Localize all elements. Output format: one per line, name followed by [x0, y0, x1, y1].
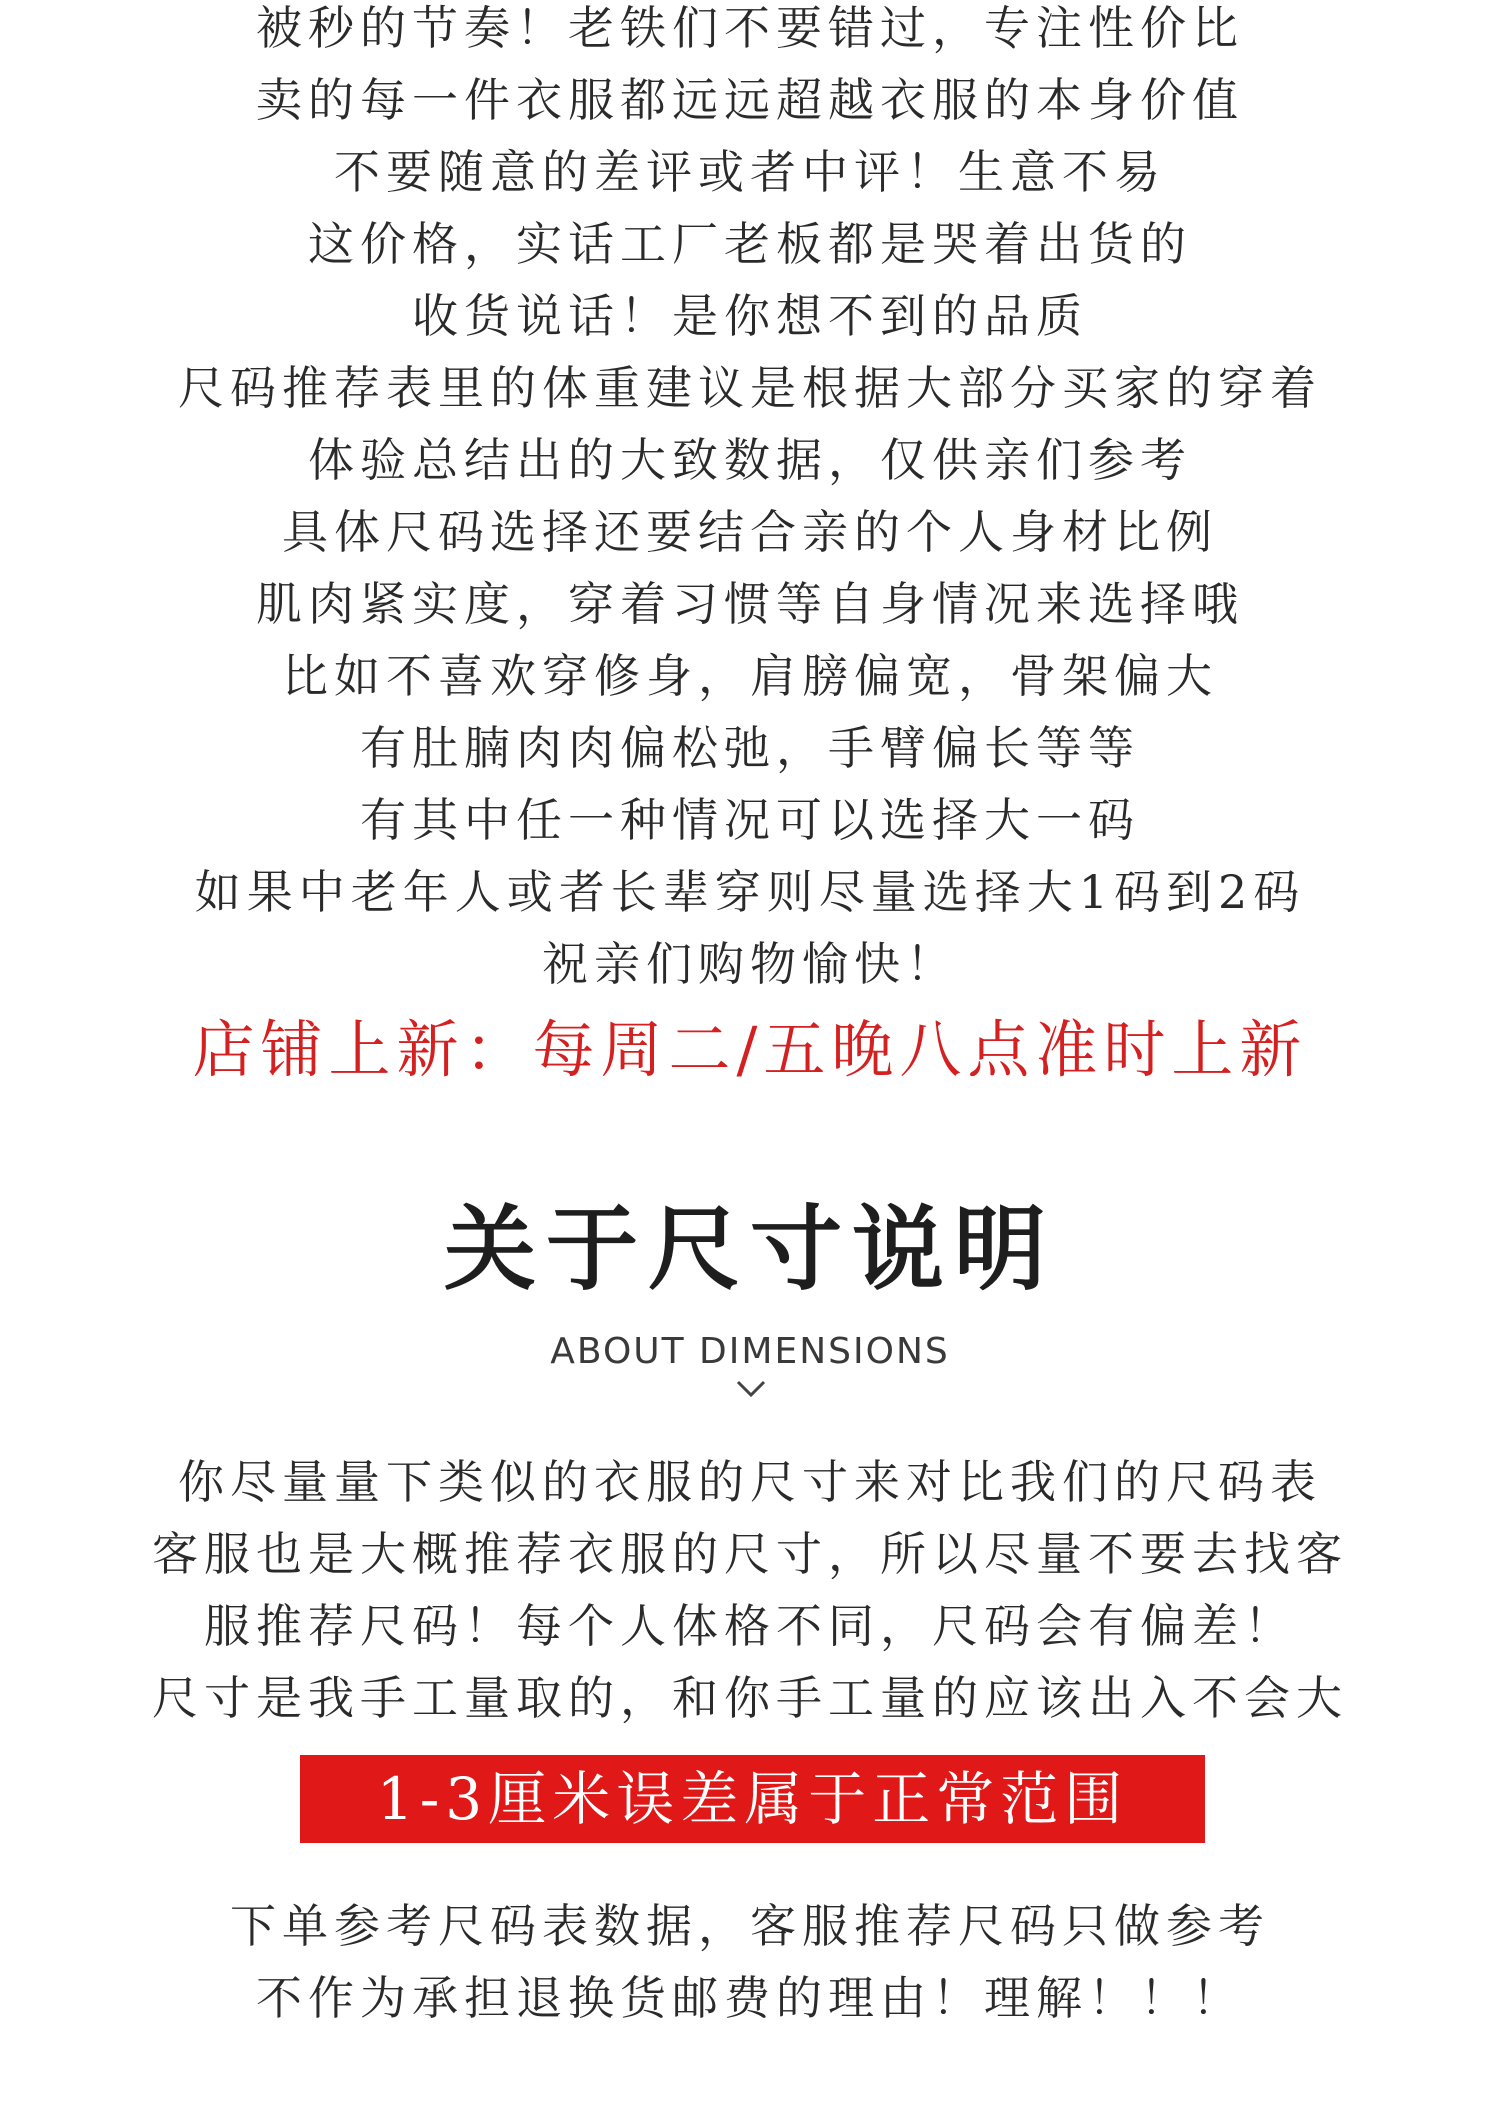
- note-line-1: 下单参考尺码表数据，客服推荐尺码只做参考: [230, 1899, 1270, 1953]
- intro-line-3: 不要随意的差评或者中评！生意不易: [334, 145, 1166, 199]
- intro-line-13: 如果中老年人或者长辈穿则尽量选择大1码到2码: [194, 865, 1306, 919]
- new-arrival-announcement: 店铺上新：每周二/五晚八点准时上新: [192, 1013, 1308, 1086]
- size-line-1: 你尽量量下类似的衣服的尺寸来对比我们的尺码表: [178, 1455, 1322, 1509]
- intro-line-12: 有其中任一种情况可以选择大一码: [360, 793, 1140, 847]
- intro-line-10: 比如不喜欢穿修身，肩膀偏宽，骨架偏大: [282, 649, 1218, 703]
- order-note-block: [0, 1890, 1500, 2034]
- intro-line-14: 祝亲们购物愉快！: [542, 937, 958, 991]
- size-line-3: 服推荐尺码！每个人体格不同，尺码会有偏差！: [204, 1599, 1296, 1653]
- intro-line-5: 收货说话！是你想不到的品质: [412, 289, 1088, 343]
- section-subtitle: ABOUT DIMENSIONS: [550, 1331, 950, 1372]
- section-title: 关于尺寸说明: [443, 1196, 1056, 1303]
- intro-line-7: 体验总结出的大致数据，仅供亲们参考: [308, 433, 1192, 487]
- intro-line-9: 肌肉紧实度，穿着习惯等自身情况来选择哦: [256, 577, 1244, 631]
- chevron-down-icon: [735, 1378, 767, 1400]
- tolerance-banner: 1-3厘米误差属于正常范围: [300, 1755, 1205, 1843]
- size-explanation-block: [0, 1446, 1500, 1734]
- intro-line-8: 具体尺码选择还要结合亲的个人身材比例: [282, 505, 1218, 559]
- intro-line-2: 卖的每一件衣服都远远超越衣服的本身价值: [256, 73, 1244, 127]
- note-line-2: 不作为承担退换货邮费的理由！理解！！！: [256, 1971, 1244, 2025]
- size-line-4: 尺寸是我手工量取的，和你手工量的应该出入不会大: [152, 1671, 1348, 1725]
- intro-line-1: 被秒的节奏！老铁们不要错过，专注性价比: [256, 1, 1244, 55]
- intro-line-6: 尺码推荐表里的体重建议是根据大部分买家的穿着: [178, 361, 1322, 415]
- intro-text-block: [0, 0, 1500, 1000]
- intro-line-4: 这价格，实话工厂老板都是哭着出货的: [308, 217, 1192, 271]
- size-line-2: 客服也是大概推荐衣服的尺寸，所以尽量不要去找客: [152, 1527, 1348, 1581]
- intro-line-11: 有肚腩肉肉偏松弛，手臂偏长等等: [360, 721, 1140, 775]
